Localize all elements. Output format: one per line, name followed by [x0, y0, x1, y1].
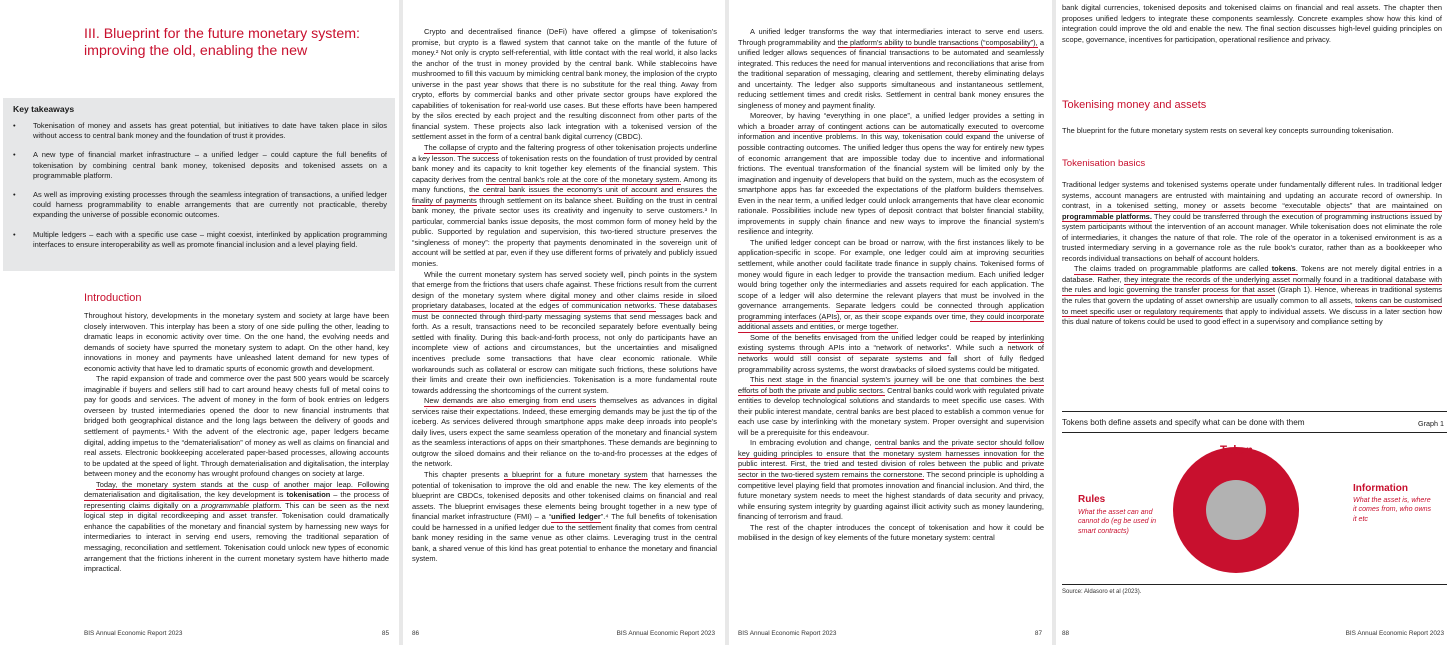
footer: BIS Annual Economic Report 2023	[738, 630, 837, 637]
text: Traditional ledger systems and tokenised systems operate under fundamentally different rules. In traditional ledger systems, account managers are entrusted with maintaining and updating an accurate record of ownership. In contrast,	[1062, 180, 1442, 211]
page-87	[729, 0, 1052, 645]
introduction-heading: Introduction	[84, 292, 142, 304]
text: While the current monetary system has served society well, pinch points in the system that emerge from the frictions that users chafe against. These frictions result from the current design of the monetary system where	[412, 269, 717, 300]
key-takeaways-box	[3, 98, 395, 271]
paragraph	[738, 438, 1044, 522]
text: themselves as advances in digital services raise their expectations. Indeed, these emerging demands may be just the tip of the iceberg. As services delivered through smartphone apps make deep inroads into people’s daily lives, users expect the same seamless operation of the monetary and financial system as the seamless interactions of apps on their smartphones. These demands are beginning to outgrow the siloed domains and their reliance on the to-and-fro processes at the edges of the network.	[412, 396, 717, 469]
graph-source: Source: Aldasoro et al (2023).	[1062, 589, 1142, 595]
highlighted-text: central banks and the private sector should follow key guiding principles to ensure that the monetary system harnesses innovation for the public interest. First, the tried and tested division of roles between the public and private sector in the two-tiered system remains the cornerstone.	[738, 438, 1044, 479]
key-takeaways-list	[11, 121, 387, 250]
highlighted-text: .	[1295, 264, 1298, 274]
text: Central banks could work with regulated private entities to develop technological solutions and standards to meet specific use cases. With their public interest mandate, central banks are best placed to establish a common venue for each use case by interlinking with the monetary system. Proper oversight and supervision will be a prerequisite for this endeavour.	[738, 385, 1044, 437]
highlighted-text: New demands are also emerging from end users	[424, 396, 597, 406]
text: and the faltering progress of other tokenisation projects underline a key lesson. The success of tokenisation rests on the foundation of trust provided by central bank money and its capacity to knit together key elements of the financial system. This capacity derives from	[412, 143, 717, 184]
paragraph	[738, 375, 1044, 438]
highlighted-text: programmable	[201, 500, 250, 510]
page-88	[1056, 0, 1456, 645]
text: Some of the benefits envisaged from the unified ledger could be reaped by	[750, 332, 1009, 342]
page-number: 87	[1034, 630, 1042, 637]
text: , or, as their scope expands over time,	[839, 311, 971, 321]
paragraph	[412, 270, 717, 397]
takeaway-item: • Multiple ledgers – each with a specific use case – might coexist, interlinked by application programming interfaces to ensure interoperability as well as promote financial inclusion and a level playing field.	[11, 230, 387, 250]
introduction-text	[84, 311, 389, 575]
highlighted-text: The claims traded on programmable platforms are called	[1074, 264, 1272, 274]
highlighted-text: the central bank issues the economy’s unit of account and ensures the finality of payments	[412, 185, 718, 205]
text: Among its many functions,	[412, 174, 717, 195]
highlighted-text: programmable platforms.	[1062, 211, 1152, 221]
footer: BIS Annual Economic Report 2023	[84, 630, 183, 637]
page-88-intro-text	[1062, 3, 1442, 45]
rules-label: Rules	[1078, 494, 1106, 505]
graph-top-rule	[1062, 411, 1447, 412]
takeaway-item: • As well as improving existing processes through the seamless integration of transactions, a unified ledger could harness programmability to enable arrangements that are currently not practicable, thereby expanding the universe of possible economic outcomes.	[11, 190, 387, 221]
page-85	[0, 0, 399, 645]
paragraph	[412, 396, 717, 470]
paragraph: bank digital currencies, tokenised deposits and tokenised claims on financial and real assets. The chapter then proposes unified ledgers to integrate these components seamlessly. Concrete examples show how this kind of integration could improve the old and enable the new. The final section discusses high-level guiding principles on scope, governance, incentives for participation, operational resilience and privacy.	[1062, 3, 1442, 44]
takeaway-item: • A new type of financial market infrastructure – a unified ledger – could capture the full benefits of tokenisation by combining central bank money, tokenised deposits and tokenised assets on a programmable platform.	[11, 150, 387, 181]
text: a unified ledger allows sequences of financial transactions to be automated and seamlessly integrated. This reduces the need for manual interventions and reconciliations that arise from the traditional separation of messaging, clearing and settlement, thereby eliminating delays and uncertainty. The ledger also supports simultaneous and instantaneous settlement, reducing settlement times and credit risks. Settlement in central bank money ensures the singleness of money and payment finality.	[738, 37, 1044, 110]
highlighted-text: the platform’s ability to bundle transactions (“composability”),	[837, 37, 1038, 47]
key-takeaways-title: Key takeaways	[13, 104, 75, 114]
paragraph	[84, 480, 389, 575]
text: They could be transferred through the execution of programming instructions issued by system participants without the intervention of an account manager. While tokenisation does not eliminate the role of intermediaries, it changes the nature of that role. The role of the operator in a tokenised environment is as a trusted intermediary serving in a governance role as the rule book’s curator, rather than as a bookkeeper who records individual transactions on behalf of account holders.	[1062, 211, 1442, 263]
text: Moreover, by having “everything in one place”, a unified ledger provides a setting in which	[738, 111, 1044, 131]
paragraph: The rapid expansion of trade and commerce over the past 500 years would be scarcely imaginable if buyers and sellers still had to cart around heavy chests full of metal coins to pay for goods and services. The advent of money in the form of book entries on ledgers overseen by trusted intermediaries opened the door to new financial instruments that bridged both geographical distance and the long lags between the delivery of goods and settlement of payments.¹ With the advent of the electronic age, paper ledgers became digital, adding impetus to the “dematerialisation” of money as well as claims on financial and real assets. Electronic bookkeeping accelerated paper-based processes, allowing accounts to be updated at the speed of light. Through dematerialisation and digitalisation, the interplay between money and the economy has wrought profound changes on society at large.	[84, 374, 389, 479]
text: While such a network of networks would still consist of separate systems and fall short of fully fledged programmability across systems, the worst drawbacks of siloed systems could be mitigated.	[738, 343, 1044, 374]
graph-bottom-rule	[1062, 584, 1447, 585]
text: The unified ledger concept can be broad or narrow, with the first instances likely to be application-specific in scope. For example, one ledger could aim at improving securities settlement, while another could facilitate trade finance in supply chains. Tokenised forms of money would figure in each ledger to provide the transaction medium. Each unified ledger would bring together only the intermediaries and assets required for each application. The scope of a ledger will also determine the relevant players that must be involved in the governance arrangements.	[738, 237, 1044, 311]
graph-title: Tokens both define assets and specify what can be done with them	[1062, 418, 1305, 427]
text: These databases must be connected through third-party messaging systems that send messages back and forth. As a result, transactions need to be reconciled separately before eventually being settled with finality. During this back-and-forth process, not only do participants have an incomplete view of actions and circumstances, but the uncertainties and misaligned incentives preclude some transactions that have clear economic rationale. While workarounds such as collateral or escrow can mitigate such frictions, these solutions have their limits and create their own inefficiencies. Tokenisation is a more fundamental route towards addressing the shortcomings of the current system.	[412, 301, 717, 395]
tokenisation-basics-heading: Tokenisation basics	[1062, 158, 1146, 169]
graph-number: Graph 1	[1418, 419, 1444, 428]
paragraph: Throughout history, developments in the monetary system and society at large have been closely interwoven. This interplay has been a story of one side pulling the other, leading to dramatic leaps in economic activity over time. On the one hand, the evolving needs and demands of society have spurred the monetary system to adapt. On the other hand, key innovations in money and payments have unleashed latent demand for new types of economic activity that have led to dramatic spurts of economic growth and development.	[84, 311, 389, 373]
paragraph	[738, 238, 1044, 333]
text: In embracing evolution and change,	[750, 438, 875, 448]
text: The second principle is upholding a competitive level playing field that promotes innovation and financial inclusion. And third, the future monetary system needs to meet the highest standards of data security and privacy, while ensuring system integrity by guarding against illicit activity such as money laundering, financing of terrorism and fraud.	[738, 469, 1044, 522]
footer: BIS Annual Economic Report 2023	[1345, 630, 1444, 637]
text: that apply to individual assets. We discuss in a later section how this dual nature of tokens could be used to good effect in a supervisory and compliance setting by	[1062, 306, 1442, 327]
chapter-title: III. Blueprint for the future monetary system: improving the old, enabling the new	[84, 26, 360, 59]
highlighted-text: Today, the monetary system stands at the cusp of another major leap. Following dematerialisation and digitalisation, the key development is	[84, 479, 389, 500]
highlighted-text: a broader array of contingent actions can be automatically executed	[760, 121, 998, 131]
text: to overcome information and incentive problems. In this way, tokenisation could expand the universe of possible contracting outcomes. The unified ledger thus opens the way for entirely new types of economic arrangement that are impossible today due to incentive and informational frictions. The eventual transformation of the financial system will be limited only by the imagination and ingenuity of developers that build on the system, much as the ecosystem of smartphone apps has far exceeded the expectations of the platform builders themselves. Even in the near term, a unified ledger could unlock arrangements that have clear economic rationale. Possibilities include new types of deposit contract that bolster financial stability, improvements in supply chain finance and new ways to improve the financial system’s resilience and integrity.	[738, 121, 1044, 237]
information-description: What the asset is, where it comes from, who owns it etc	[1353, 496, 1432, 523]
highlighted-text: unified ledger	[551, 512, 601, 522]
page-number: 88	[1062, 630, 1070, 637]
highlighted-text: tokenisation	[286, 490, 331, 500]
paragraph	[738, 27, 1044, 111]
highlighted-text: digital money and other claims reside in siloed proprietary databases, located at the edges of communication networks.	[412, 290, 718, 311]
page-88-text-2	[1062, 180, 1442, 328]
highlighted-text: a blueprint for a future monetary system	[503, 469, 648, 479]
paragraph	[1062, 180, 1442, 264]
footer: BIS Annual Economic Report 2023	[616, 630, 715, 637]
highlighted-text: the central bank’s role at the core of the monetary system.	[485, 174, 682, 184]
page-number: 86	[412, 630, 420, 637]
paragraph: The rest of the chapter introduces the concept of tokenisation and how it could be mobilised in the design of key elements of the future monetary system: central	[738, 522, 1044, 543]
paragraph: The blueprint for the future monetary system rests on several key concepts surrounding tokenisation.	[1062, 126, 1394, 135]
text: through settlement on its balance sheet. Building on the trust in central bank money, the private sector uses its creativity and ingenuity to serve customers.³ In particular, commercial banks issue deposits, the most common form of money held by the public. Supported by regulation and supervision, this two-tiered structure preserves the “singleness of money”: the property that payments denominated in the sovereign unit of account will be settled at par, even if they use different forms of privately and publicly issued monies.	[412, 195, 717, 269]
paragraph	[738, 333, 1044, 375]
highlighted-text: interlinking existing systems through APIs into a “network of networks”.	[738, 332, 1044, 353]
highlighted-text: Separate ledgers could be connected through application programming interfaces (APIs)	[738, 301, 1044, 321]
highlighted-text: in a tokenised setting, money or assets become “executable objects” that are maintained on	[1096, 201, 1442, 211]
page-88-text-1	[1062, 126, 1442, 137]
information-label: Information	[1353, 483, 1408, 494]
text: A unified ledger transforms the way that intermediaries interact to serve end users. Through programmability and	[738, 27, 1044, 47]
page-number: 85	[381, 630, 389, 637]
text: This can be seen as the next logical step in digital recordkeeping and asset transfer. Tokenisation could dramatically enhance the capabilities of the monetary and financial system by harnessing new ways for intermediaries to interact in serving end users, removing the traditional separation of messaging, reconciliation and settlement. Tokenisation could unlock new types of economic arrangement that the frictions inherent in the current monetary system have hitherto made impractical.	[84, 500, 389, 574]
paragraph	[412, 143, 717, 270]
paragraph	[412, 470, 717, 565]
highlighted-text: – the process of representing claims digitally on a	[84, 490, 389, 510]
page-86	[403, 0, 725, 645]
paragraph	[738, 111, 1044, 238]
text: that harnesses the potential of tokenisation to improve the old and enable the new. The key elements of the blueprint are CBDCs, tokenised deposits and other tokenised claims on financial and real assets. The blueprint envisages these elements being brought together in a new type of financial market infrastructure (FMI) – a “	[412, 469, 717, 522]
tokenising-heading: Tokenising money and assets	[1062, 99, 1207, 111]
text: Tokens are not merely digital entries in a database. Rather,	[1062, 264, 1442, 284]
page-87-text	[738, 27, 1044, 544]
highlighted-text: The collapse of crypto	[424, 143, 498, 153]
rules-description: What the asset can and cannot do (eg be used in smart contracts)	[1078, 508, 1157, 535]
highlighted-text: platform.	[249, 500, 282, 510]
highlighted-text: tokens	[1271, 264, 1296, 274]
takeaway-item: • Tokenisation of money and assets has great potential, but initiatives to date have taken place in silos without access to central bank money and the foundation of trust it provides.	[11, 121, 387, 141]
token-label: Token	[1220, 445, 1254, 457]
token-inner-circle	[1206, 480, 1266, 540]
text: (Graph 1). Hence, whereas in traditional systems the rules that govern the updating of asset ownership are usually common to all assets,	[1062, 285, 1442, 306]
highlighted-text: they could incorporate additional assets and entities, or merge together.	[738, 311, 1044, 332]
text: This chapter presents	[424, 469, 504, 479]
highlighted-text: This next stage in the financial system’s journey will be one that combines the best efforts of both the private and public sectors.	[738, 375, 1044, 395]
text: ”.⁴ The full benefits of tokenisation could be harnessed in a unified ledger due to the settlement finality that comes from central bank money residing in the same venue as other claims. Leveraging trust in the central bank, a shared venue of this kind has great potential to enhance the monetary and financial system.	[412, 512, 717, 564]
highlighted-text: they integrate the records of the underlying asset normally found in a traditional database with the rules and logic governing the transfer process for that asset	[1062, 274, 1442, 295]
paragraph: Crypto and decentralised finance (DeFi) have offered a glimpse of tokenisation’s promise, but crypto is a flawed system that cannot take on the mantle of the future of money.² Not only is crypto self-referential, with little contact with the real world, it also lacks the anchor of the trust in money provided by the central bank. While stablecoins have mushroomed to fill this vacuum by mimicking central bank money, the implosion of the crypto universe in the past year shows that there is no substitute for the real thing. Away from crypto, efforts by commercial banks and other private sector groups have explored the capabilities of tokenisation for real-world use cases. But these efforts have been hampered by the silos erected by each project and the resulting disconnect from other parts of the financial system. These projects also lack integration with a tokenised version of the settlement asset in the form of a central bank digital currency (CBDC).	[412, 27, 717, 142]
highlighted-text: tokens can be customised to meet specific user or regulatory requirements	[1062, 296, 1443, 316]
paragraph	[1062, 264, 1442, 327]
page-86-text	[412, 27, 717, 565]
